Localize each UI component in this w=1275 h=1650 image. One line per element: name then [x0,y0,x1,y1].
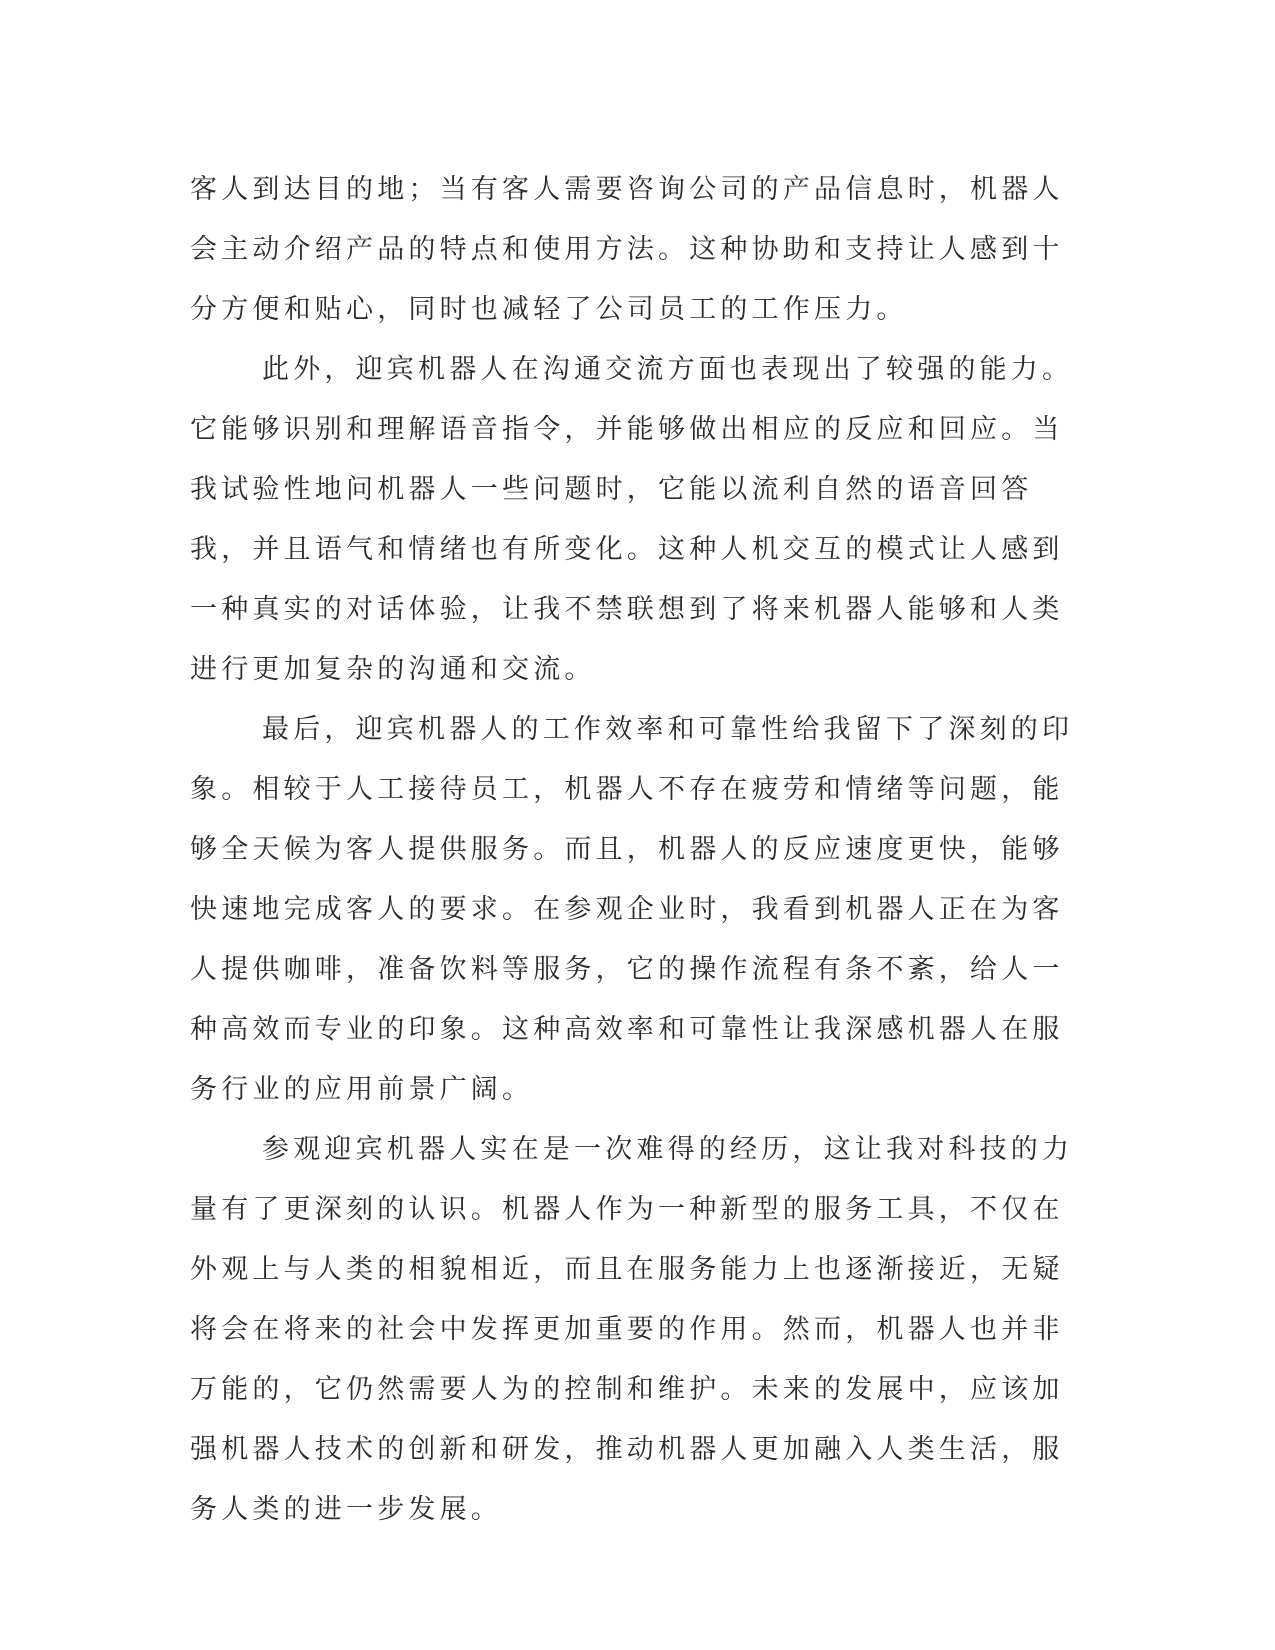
paragraph-efficiency: 最后，迎宾机器人的工作效率和可靠性给我留下了深刻的印象。相较于人工接待员工，机器人不存在疲劳和情绪等问题，能够全天候为客人提供服务。而且，机器人的反应速度更快，能够快速地完成客人的要求。在参观企业时，我看到机器人正在为客人提供咖啡，准备饮料等服务，它的操作流程有条不紊，给人一种高效而专业的印象。这种高效率和可靠性让我深感机器人在服务行业的应用前景广阔。 [190,714,1074,1105]
document-body [190,160,1080,1540]
paragraph-continued: 客人到达目的地；当有客人需要咨询公司的产品信息时，机器人会主动介绍产品的特点和使用方法。这种协助和支持让人感到十分方便和贴心，同时也减轻了公司员工的工作压力。 [190,174,1064,325]
paragraph-conclusion: 参观迎宾机器人实在是一次难得的经历，这让我对科技的力量有了更深刻的认识。机器人作为一种新型的服务工具，不仅在外观上与人类的相貌相近，而且在服务能力上也逐渐接近，无疑将会在将来的社会中发挥更加重要的作用。然而，机器人也并非万能的，它仍然需要人为的控制和维护。未来的发展中，应该加强机器人技术的创新和研发，推动机器人更加融入人类生活，服务人类的进一步发展。 [190,1134,1074,1525]
paragraph-communication: 此外，迎宾机器人在沟通交流方面也表现出了较强的能力。它能够识别和理解语音指令，并能够做出相应的反应和回应。当我试验性地问机器人一些问题时，它能以流利自然的语音回答我，并且语气和情绪也有所变化。这种人机交互的模式让人感到一种真实的对话体验，让我不禁联想到了将来机器人能够和人类进行更加复杂的沟通和交流。 [190,354,1074,685]
